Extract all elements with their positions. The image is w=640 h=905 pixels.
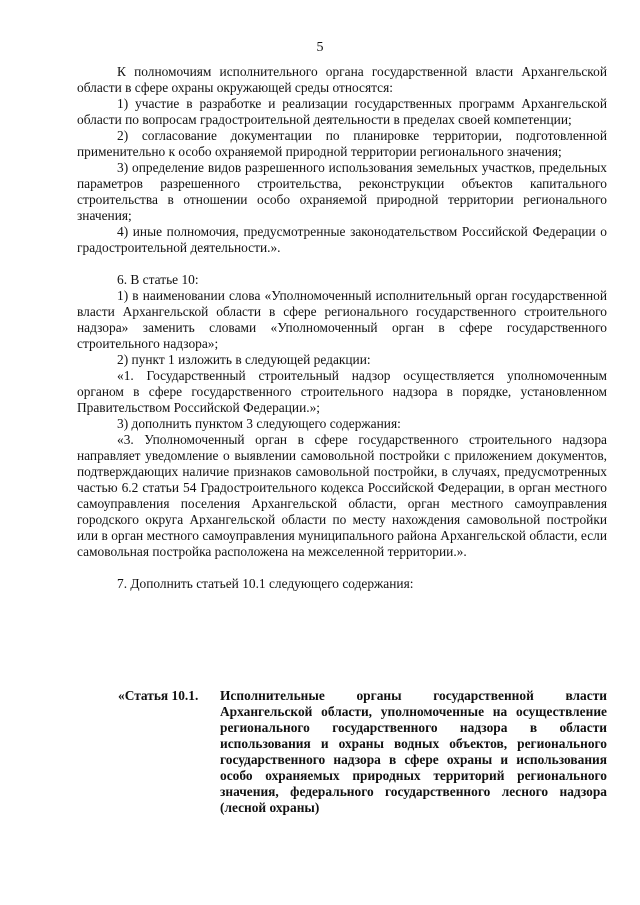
paragraph-intro: К полномочиям исполнительного органа государственной власти Архангельской области в сфере охраны окружающей среды относятся: bbox=[77, 64, 607, 95]
section-6-item-1: 1) в наименовании слова «Уполномоченный исполнительный орган государственной власти Архангельской области в сфере регионального государственного строительного надзора» заменить словами «Уполномоченный орган в сфере государственного строительного надзора»; bbox=[77, 288, 607, 351]
paragraph-item-2: 2) согласование документации по планировке территории, подготовленной применительно к особо охраняемой природной территории регионального значения; bbox=[77, 128, 607, 159]
section-6-item-3: 3) дополнить пунктом 3 следующего содержания: bbox=[117, 416, 401, 431]
document-body bbox=[77, 64, 607, 592]
section-7-heading: 7. Дополнить статьей 10.1 следующего содержания: bbox=[117, 576, 414, 591]
spacer bbox=[77, 560, 607, 576]
page-number: 5 bbox=[316, 40, 324, 55]
article-title: Исполнительные органы государственной власти Архангельской области, уполномоченные на осуществление регионального государственного надзора в области использования и охраны водных объектов, регионального государственного надзора в сфере охраны и использования особо охраняемых природных территорий регионального значения, федерального государственного лесного надзора (лесной охраны) bbox=[220, 688, 607, 815]
article-label: «Статья 10.1. bbox=[118, 688, 199, 703]
paragraph-item-4: 4) иные полномочия, предусмотренные законодательством Российской Федерации о градостроительной деятельности.». bbox=[77, 224, 607, 255]
paragraph-item-1: 1) участие в разработке и реализации государственных программ Архангельской области по вопросам градостроительной деятельности в пределах своей компетенции; bbox=[77, 96, 607, 127]
spacer bbox=[77, 256, 607, 272]
section-6-quote-3: «3. Уполномоченный орган в сфере государственного строительного надзора направляет уведомление о выявлении самовольной постройки с приложением документов, подтверждающих наличие признаков самовольной постройки, в случаях, предусмотренных частью 6.2 статьи 54 Градостроительного кодекса Российской Федерации, в орган местного самоуправления поселения Архангельской области, орган местного самоуправления городского округа Архангельской области по месту нахождения самовольной постройки или в орган местного самоуправления муниципального района Архангельской области, если самовольная постройка расположена на межселенной территории.». bbox=[77, 432, 607, 559]
section-6-heading: 6. В статье 10: bbox=[117, 272, 199, 287]
section-6-quote-1: «1. Государственный строительный надзор осуществляется уполномоченным органом в сфере государственного строительного надзора в порядке, установленном Правительством Российской Федерации.»; bbox=[77, 368, 607, 415]
paragraph-item-3: 3) определение видов разрешенного использования земельных участков, предельных параметров разрешенного строительства, реконструкции объектов капитального строительства в отношении особо охраняемой природной территории регионального значения; bbox=[77, 160, 607, 223]
section-6-item-2: 2) пункт 1 изложить в следующей редакции: bbox=[117, 352, 371, 367]
